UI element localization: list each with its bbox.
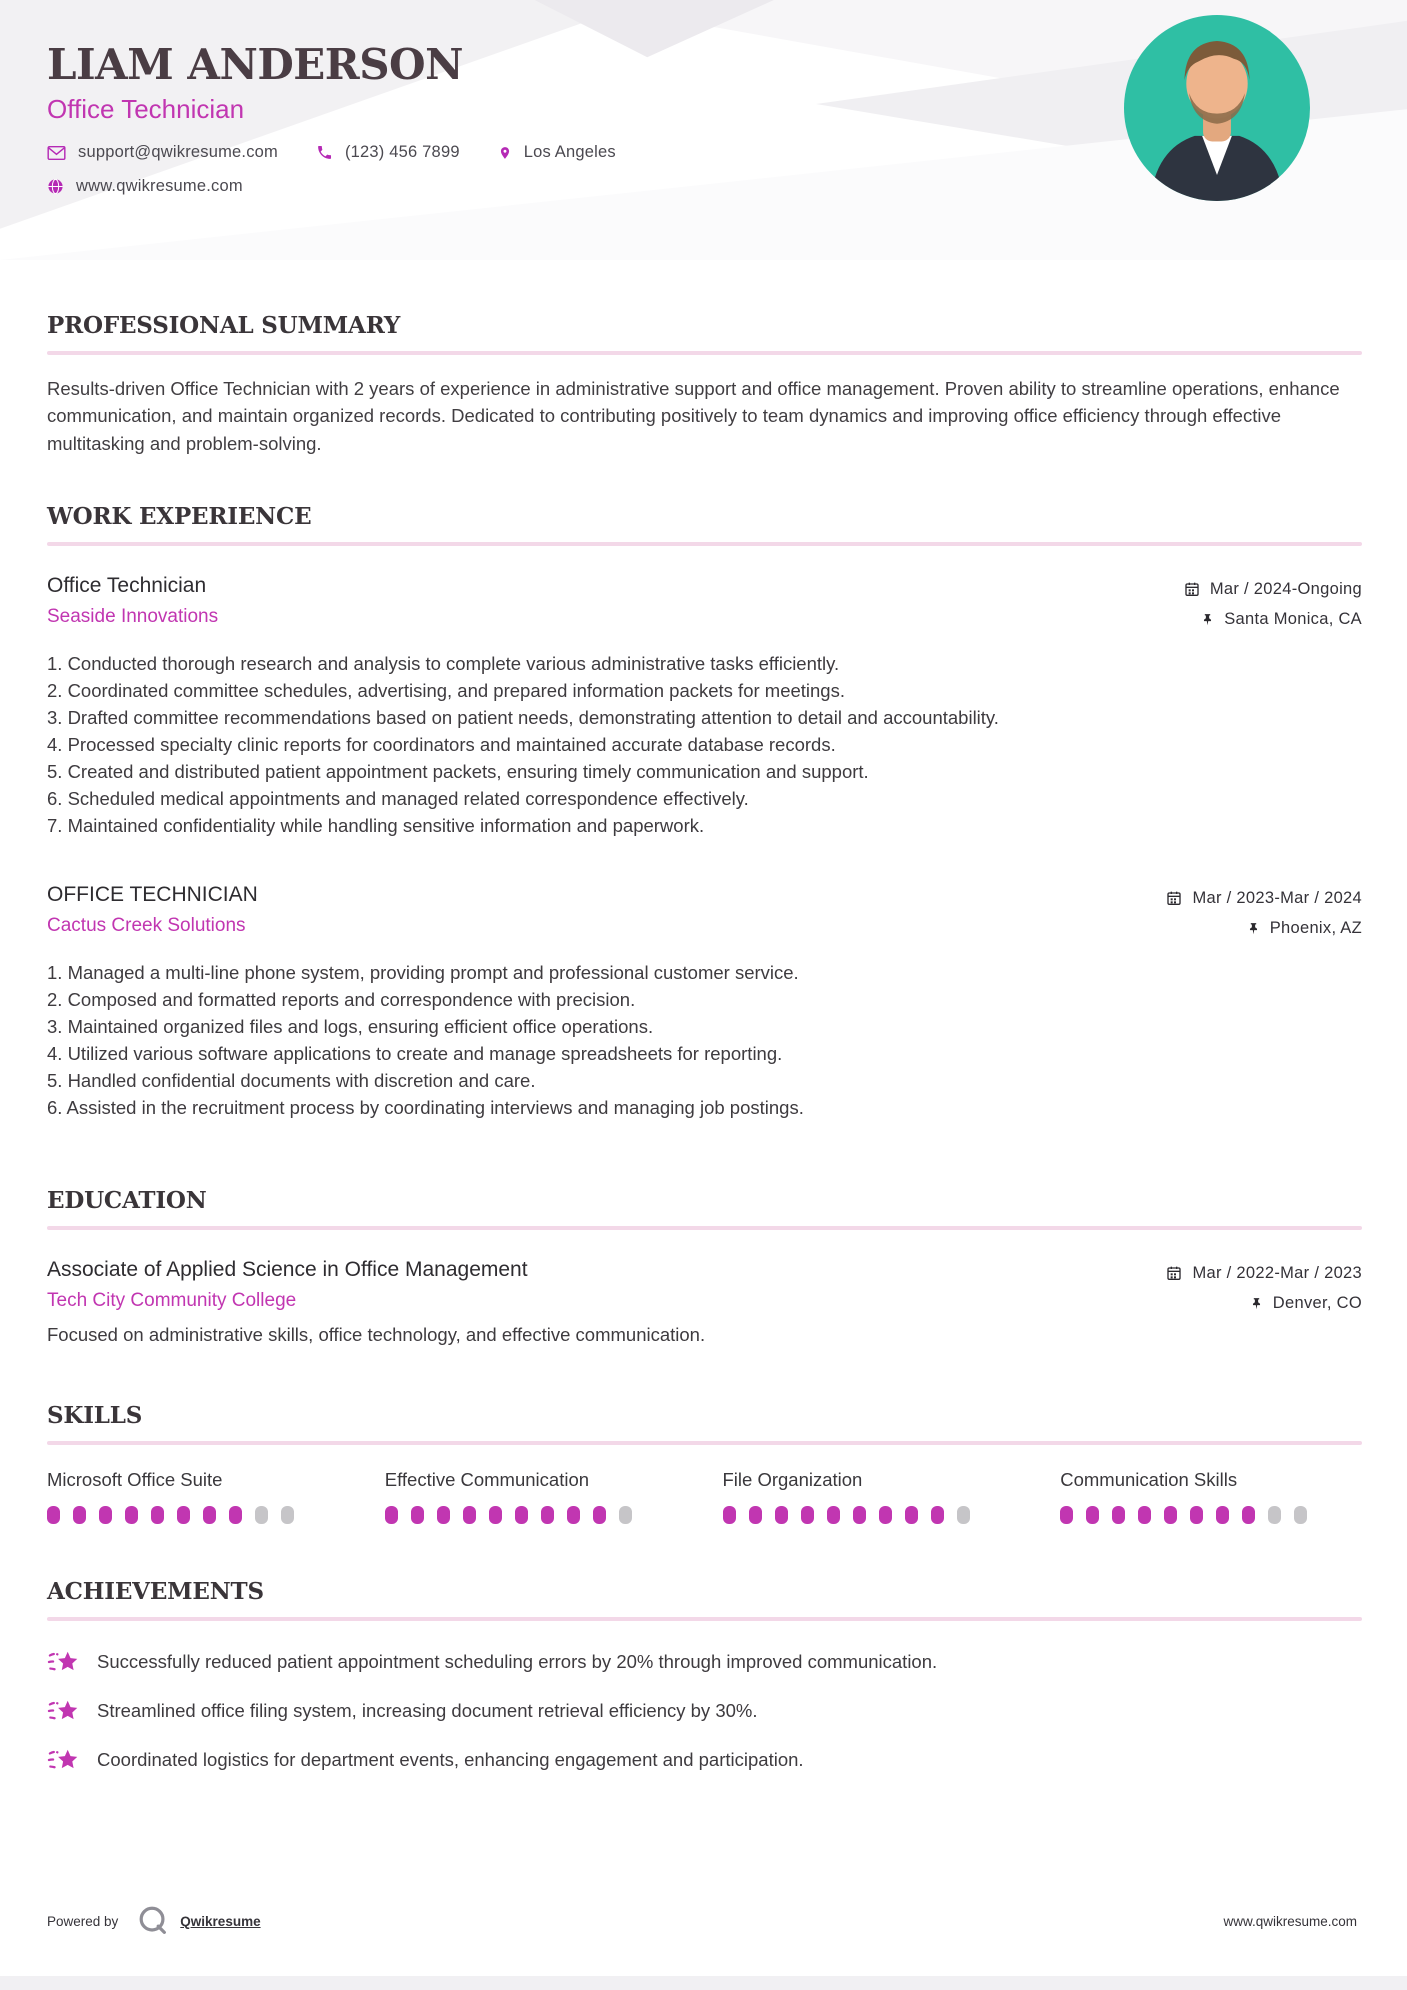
- skill-dot: [385, 1506, 398, 1524]
- section-divider: [47, 1226, 1362, 1230]
- education-dates: Mar / 2022-Mar / 2023: [1166, 1258, 1362, 1288]
- contact-website[interactable]: [47, 177, 243, 196]
- skill-level-dots: [385, 1506, 687, 1524]
- job-company: Seaside Innovations: [47, 606, 219, 628]
- achievement-item: [47, 1745, 1362, 1775]
- skill-dot: [1060, 1506, 1073, 1524]
- footer-website-link[interactable]: www.qwikresume.com: [1223, 1913, 1357, 1929]
- qwikresume-q-icon: [136, 1904, 170, 1938]
- candidate-name: LIAM ANDERSON: [47, 40, 464, 89]
- skill-dot: [1294, 1506, 1307, 1524]
- skill-dot: [1242, 1506, 1255, 1524]
- section-divider: [47, 1617, 1362, 1621]
- shooting-star-icon: [47, 1745, 79, 1775]
- skill-dot: [723, 1506, 736, 1524]
- job-title: OFFICE TECHNICIAN: [47, 883, 258, 907]
- job-entry-2: [47, 883, 1362, 1121]
- job-location: Phoenix, AZ: [1166, 913, 1362, 943]
- section-education: [47, 1187, 1362, 1346]
- skill-item: [385, 1469, 687, 1524]
- duty-item: 4. Processed specialty clinic reports for coordinators and maintained accurate database records.: [47, 734, 836, 756]
- skill-dot: [905, 1506, 918, 1524]
- education-heading: EDUCATION: [47, 1187, 207, 1215]
- skill-dot: [1190, 1506, 1203, 1524]
- skill-dot: [567, 1506, 580, 1524]
- qwikresume-brand-link[interactable]: Qwikresume: [180, 1913, 261, 1929]
- skill-dot: [879, 1506, 892, 1524]
- skill-level-dots: [1060, 1506, 1362, 1524]
- experience-heading: WORK EXPERIENCE: [47, 503, 312, 531]
- achievement-text: Successfully reduced patient appointment scheduling errors by 20% through improved communication.: [97, 1651, 938, 1673]
- achievement-text: Coordinated logistics for department events, enhancing engagement and participation.: [97, 1749, 804, 1771]
- email-text: support@qwikresume.com: [78, 143, 278, 162]
- skill-dot: [281, 1506, 294, 1524]
- duty-item: 3. Maintained organized files and logs, ensuring efficient office operations.: [47, 1016, 654, 1038]
- education-school: Tech City Community College: [47, 1290, 297, 1312]
- calendar-icon: [1166, 1265, 1182, 1281]
- skill-dot: [1268, 1506, 1281, 1524]
- education-description: Focused on administrative skills, office technology, and effective communication.: [47, 1324, 706, 1346]
- skill-dot: [203, 1506, 216, 1524]
- powered-by-label: Powered by: [47, 1913, 119, 1929]
- duty-item: 3. Drafted committee recommendations based on patient needs, demonstrating attention to detail and accountability.: [47, 707, 999, 729]
- skill-dot: [1112, 1506, 1125, 1524]
- skill-dot: [47, 1506, 60, 1524]
- calendar-icon: [1184, 581, 1200, 597]
- summary-text: Results-driven Office Technician with 2 years of experience in administrative support and office management. Proven ability to streamline operations, enhance communication, and maintain organized records. Dedicated to contributing positively to team dynamics and improving office efficiency through effective multitasking and problem-solving.: [47, 378, 1340, 454]
- skill-dot: [151, 1506, 164, 1524]
- job-duties-list: [47, 650, 1362, 839]
- skill-dot: [73, 1506, 86, 1524]
- duty-item: 5. Created and distributed patient appointment packets, ensuring timely communication and support.: [47, 761, 869, 783]
- pushpin-icon: [1201, 612, 1214, 627]
- achievement-item: [47, 1696, 1362, 1726]
- skills-heading: SKILLS: [47, 1402, 143, 1430]
- skill-label: Communication Skills: [1060, 1469, 1238, 1491]
- skill-item: [1060, 1469, 1362, 1524]
- education-location: Denver, CO: [1166, 1288, 1362, 1318]
- skill-dot: [125, 1506, 138, 1524]
- phone-icon: [316, 144, 333, 161]
- pushpin-icon: [1250, 1296, 1263, 1311]
- bottom-edge-strip: [0, 1976, 1407, 1990]
- skill-dot: [437, 1506, 450, 1524]
- contact-phone[interactable]: [316, 143, 460, 162]
- candidate-title: Office Technician: [47, 94, 245, 125]
- skill-dot: [957, 1506, 970, 1524]
- skill-dot: [1138, 1506, 1151, 1524]
- skill-label: Effective Communication: [384, 1469, 590, 1491]
- skill-item: [47, 1469, 349, 1524]
- calendar-icon: [1166, 890, 1182, 906]
- section-divider: [47, 351, 1362, 355]
- skill-dot: [99, 1506, 112, 1524]
- location-text: Los Angeles: [523, 143, 616, 162]
- contact-email[interactable]: [47, 143, 278, 162]
- pushpin-icon: [1247, 921, 1260, 936]
- skill-dot: [619, 1506, 632, 1524]
- duty-item: 1. Conducted thorough research and analysis to complete various administrative tasks efficiently.: [47, 653, 840, 675]
- education-degree: Associate of Applied Science in Office Management: [47, 1258, 528, 1282]
- job-entry-1: [47, 574, 1362, 839]
- shooting-star-icon: [47, 1696, 79, 1726]
- duty-item: 1. Managed a multi-line phone system, providing prompt and professional customer service.: [47, 962, 799, 984]
- summary-heading: PROFESSIONAL SUMMARY: [47, 312, 401, 339]
- section-summary: [47, 312, 1362, 457]
- education-entry: [47, 1258, 1362, 1346]
- skill-dot: [775, 1506, 788, 1524]
- skill-dot: [801, 1506, 814, 1524]
- duty-item: 2. Coordinated committee schedules, advertising, and prepared information packets for meetings.: [47, 680, 845, 702]
- skill-item: [723, 1469, 1025, 1524]
- skill-dot: [541, 1506, 554, 1524]
- envelope-icon: [47, 145, 66, 161]
- resume-header: [47, 0, 1362, 260]
- skill-dot: [593, 1506, 606, 1524]
- contact-location: [498, 143, 616, 162]
- skill-dot: [489, 1506, 502, 1524]
- page-footer: [0, 1904, 1407, 1938]
- skills-grid: [47, 1469, 1362, 1524]
- achievements-heading: ACHIEVEMENTS: [47, 1578, 264, 1606]
- skill-dot: [255, 1506, 268, 1524]
- job-location: Santa Monica, CA: [1184, 604, 1362, 634]
- skill-dot: [463, 1506, 476, 1524]
- skill-level-dots: [723, 1506, 1025, 1524]
- section-experience: [47, 503, 1362, 1121]
- duty-item: 7. Maintained confidentiality while handling sensitive information and paperwork.: [47, 815, 705, 837]
- skill-label: File Organization: [722, 1469, 863, 1491]
- website-text: www.qwikresume.com: [76, 177, 243, 196]
- achievements-list: [47, 1647, 1362, 1775]
- skill-level-dots: [47, 1506, 349, 1524]
- section-divider: [47, 542, 1362, 546]
- skill-dot: [827, 1506, 840, 1524]
- skill-dot: [1164, 1506, 1177, 1524]
- skill-dot: [749, 1506, 762, 1524]
- skill-dot: [853, 1506, 866, 1524]
- skill-dot: [931, 1506, 944, 1524]
- job-dates: Mar / 2024-Ongoing: [1184, 574, 1362, 604]
- skill-label: Microsoft Office Suite: [47, 1469, 223, 1491]
- skill-dot: [515, 1506, 528, 1524]
- achievement-item: [47, 1647, 1362, 1677]
- achievement-text: Streamlined office filing system, increasing document retrieval efficiency by 30%.: [97, 1700, 758, 1722]
- job-dates: Mar / 2023-Mar / 2024: [1166, 883, 1362, 913]
- section-skills: [47, 1402, 1362, 1524]
- shooting-star-icon: [47, 1647, 79, 1677]
- globe-icon: [47, 178, 64, 195]
- location-pin-icon: [498, 144, 512, 162]
- skill-dot: [411, 1506, 424, 1524]
- skill-dot: [177, 1506, 190, 1524]
- job-title: Office Technician: [47, 574, 207, 598]
- duty-item: 6. Scheduled medical appointments and managed related correspondence effectively.: [47, 788, 749, 810]
- skill-dot: [229, 1506, 242, 1524]
- duty-item: 4. Utilized various software applications to create and manage spreadsheets for reporting.: [47, 1043, 783, 1065]
- skill-dot: [1216, 1506, 1229, 1524]
- phone-text: (123) 456 7899: [344, 143, 460, 162]
- duty-item: 6. Assisted in the recruitment process by coordinating interviews and managing job postings.: [47, 1097, 804, 1119]
- duty-item: 5. Handled confidential documents with discretion and care.: [47, 1070, 536, 1092]
- job-company: Cactus Creek Solutions: [47, 915, 246, 937]
- section-divider: [47, 1441, 1362, 1445]
- duty-item: 2. Composed and formatted reports and correspondence with precision.: [47, 989, 636, 1011]
- skill-dot: [1086, 1506, 1099, 1524]
- profile-photo: [1124, 15, 1310, 201]
- job-duties-list: [47, 959, 1362, 1121]
- section-achievements: [47, 1578, 1362, 1775]
